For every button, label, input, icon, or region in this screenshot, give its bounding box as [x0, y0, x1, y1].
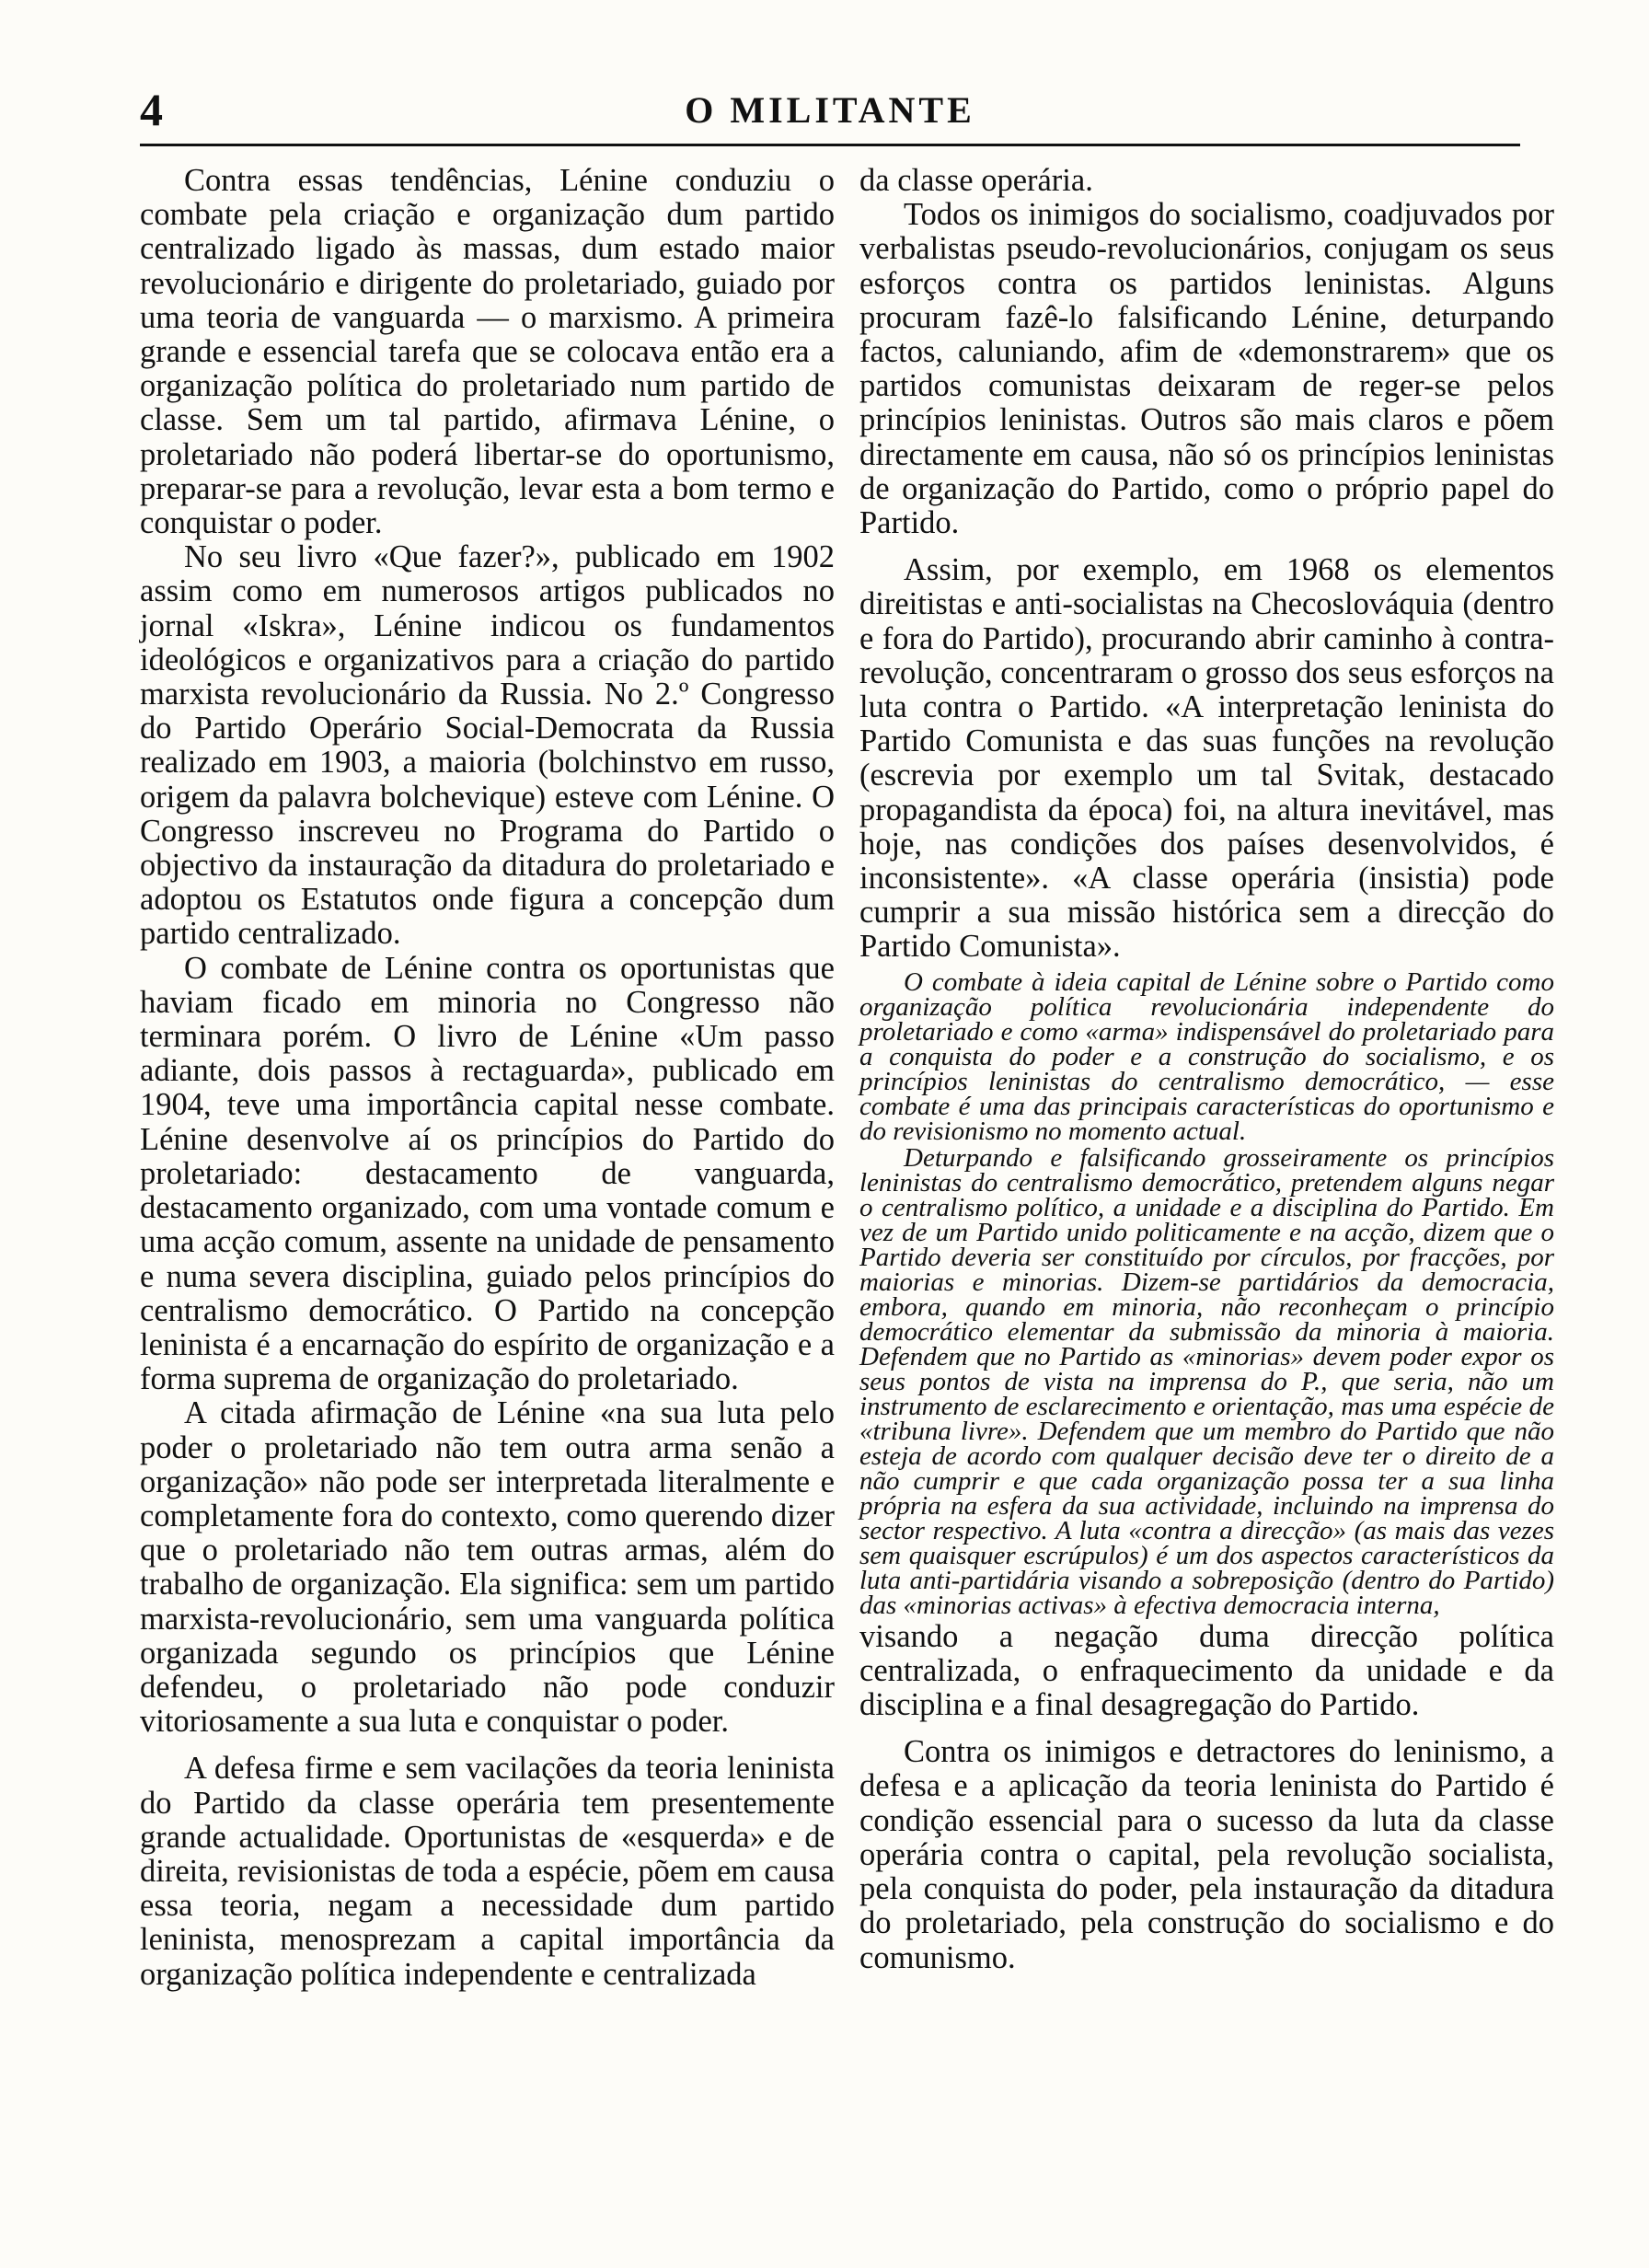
italic-paragraph: O combate à ideia capital de Lénine sobre o Partido como organização política revolucionária independente do proletariado e como «arma» indispensável do proletariado para a conquista do poder e a construção do socialismo, e os princípios leninistas do centralismo democrático, — esse combate é uma das principais características do oportunismo e do revisionismo no momento actual.: [859, 966, 1554, 1146]
page-header: [140, 77, 1520, 146]
paragraph-continuation: da classe operária.: [859, 163, 1093, 198]
right-column: [859, 164, 1554, 1975]
paragraph: O combate de Lénine contra os oportunistas que haviam ficado em minoria no Congresso não terminara porém. O livro de Lénine «Um passo adiante, dois passos à rectaguarda», publicado em 1904, teve uma importância capital nesse combate. Lénine desenvolve aí os princípios do Partido do proletariado: destacamento de vanguarda, destacamento organizado, com uma vontade comum e uma acção comum, assente na unidade de pensamento e numa severa disciplina, guiado pelos princípios do centralismo democrático. O Partido na concepção leninista é a encarnação do espírito de organização e a forma suprema de organização do proletariado.: [140, 950, 835, 1397]
paragraph: Assim, por exemplo, em 1968 os elementos direitistas e anti-socialistas na Checoslováquia (dentro e fora do Partido), procurando abrir caminho à contra-revolução, concentraram o grosso dos seus esforços na luta contra o Partido. «A interpretação leninista do Partido Comunista e das suas funções na revolução (escrevia por exemplo um tal Svitak, destacado propagandista da época) foi, na altura inevitável, mas hoje, nas condições dos países desenvolvidos, é inconsistente». «A classe operária (insistia) pode cumprir a sua missão histórica sem a direcção do Partido Comunista».: [859, 552, 1554, 965]
paragraph: Todos os inimigos do socialismo, coadjuvados por verbalistas pseudo-revolucionários, conjugam os seus esforços contra os partidos leninistas. Alguns procuram fazê-lo falsificando Lénine, deturpando factos, caluniando, afim de «demonstrarem» que os partidos comunistas deixaram de reger-se pelos princípios leninistas. Outros são mais claros e põem directamente em causa, não só os princípios leninistas de organização do Partido, como o próprio papel do Partido.: [859, 197, 1554, 541]
paragraph: No seu livro «Que fazer?», publicado em 1902 assim como em numerosos artigos publicados no jornal «Iskra», Lénine indicou os fundamentos ideológicos e organizativos para a criação do partido marxista revolucionário da Russia. No 2.º Congresso do Partido Operário Social-Democrata da Russia realizado em 1903, a maioria (bolchinstvo em russo, origem da palavra bolchevique) esteve com Lénine. O Congresso inscreveu no Programa do Partido o objectivo da instauração da ditadura do proletariado e adoptou os Estatutos onde figura a concepção dum partido centralizado.: [140, 539, 835, 952]
paragraph: visando a negação duma direcção política centralizada, o enfraquecimento da unidade e da disciplina e a final desagregação do Partido.: [859, 1618, 1554, 1723]
italic-paragraph: Deturpando e falsificando grosseiramente os princípios leninistas do centralismo democrático, pretendem alguns negar o centralismo político, a unidade e a disciplina do Partido. Em vez de um Partido unido politicamente e na acção, dizem que o Partido deveria ser constituído por círculos, por fracções, por maiorias e minorias. Dizem-se partidários da democracia, embora, quando em minoria, não reconheçam o princípio democrático elementar da submissão da minoria à maioria. Defendem que no Partido as «minorias» devem poder expor os seus pontos de vista na imprensa do P., que seria, não um instrumento de esclarecimento e orientação, mas uma espécie de «tribuna livre». Defendem que um membro do Partido que não esteja de acordo com qualquer decisão deve ter o direito de a não cumprir e que cada organização possa ter a sua linha própria na esfera da sua actividade, incluindo na imprensa do sector respectivo. A luta «contra a direcção» (as mais das vezes sem quaisquer escrúpulos) é um dos aspectos característicos da luta anti-partidária visando a sobreposição (dentro do Partido) das «minorias activas» à efectiva democracia interna,: [859, 1142, 1554, 1620]
paragraph: A citada afirmação de Lénine «na sua luta pelo poder o proletariado não tem outra arma senão a organização» não pode ser interpretada literalmente e completamente fora do contexto, como querendo dizer que o proletariado não tem outras armas, além do trabalho de organização. Ela significa: sem um partido marxista-revolucionário, sem uma vanguarda política organizada segundo os princípios que Lénine defendeu, o proletariado não pode conduzir vitoriosamente a sua luta e conquistar o poder.: [140, 1395, 835, 1740]
left-column: [140, 164, 835, 1992]
paragraph: Contra os inimigos e detractores do leninismo, a defesa e a aplicação da teoria leninista do Partido é condição essencial para o sucesso da luta da classe operária contra o capital, pela revolução socialista, pela conquista do poder, pela instauração da ditadura do proletariado, pela construção do socialismo e do comunismo.: [859, 1734, 1554, 1975]
paragraph: Contra essas tendências, Lénine conduziu o combate pela criação e organização dum partido centralizado ligado às massas, dum estado maior revolucionário e dirigente do proletariado, guiado por uma teoria de vanguarda — o marxismo. A primeira grande e essencial tarefa que se colocava então era a organização política do proletariado num partido de classe. Sem um tal partido, afirmava Lénine, o proletariado não poderá libertar-se do oportunismo, preparar-se para a revolução, levar esta a bom termo e conquistar o poder.: [140, 163, 835, 541]
masthead-title: O MILITANTE: [685, 89, 975, 131]
page-number: 4: [140, 84, 163, 135]
paragraph: A defesa firme e sem vacilações da teoria leninista do Partido da classe operária tem presentemente grande actualidade. Oportunistas de «esquerda» e de direita, revisionistas de toda a espécie, põem em causa essa teoria, negam a necessidade dum partido leninista, menosprezam a capital importância da organização política independente e centralizada: [140, 1751, 835, 1992]
